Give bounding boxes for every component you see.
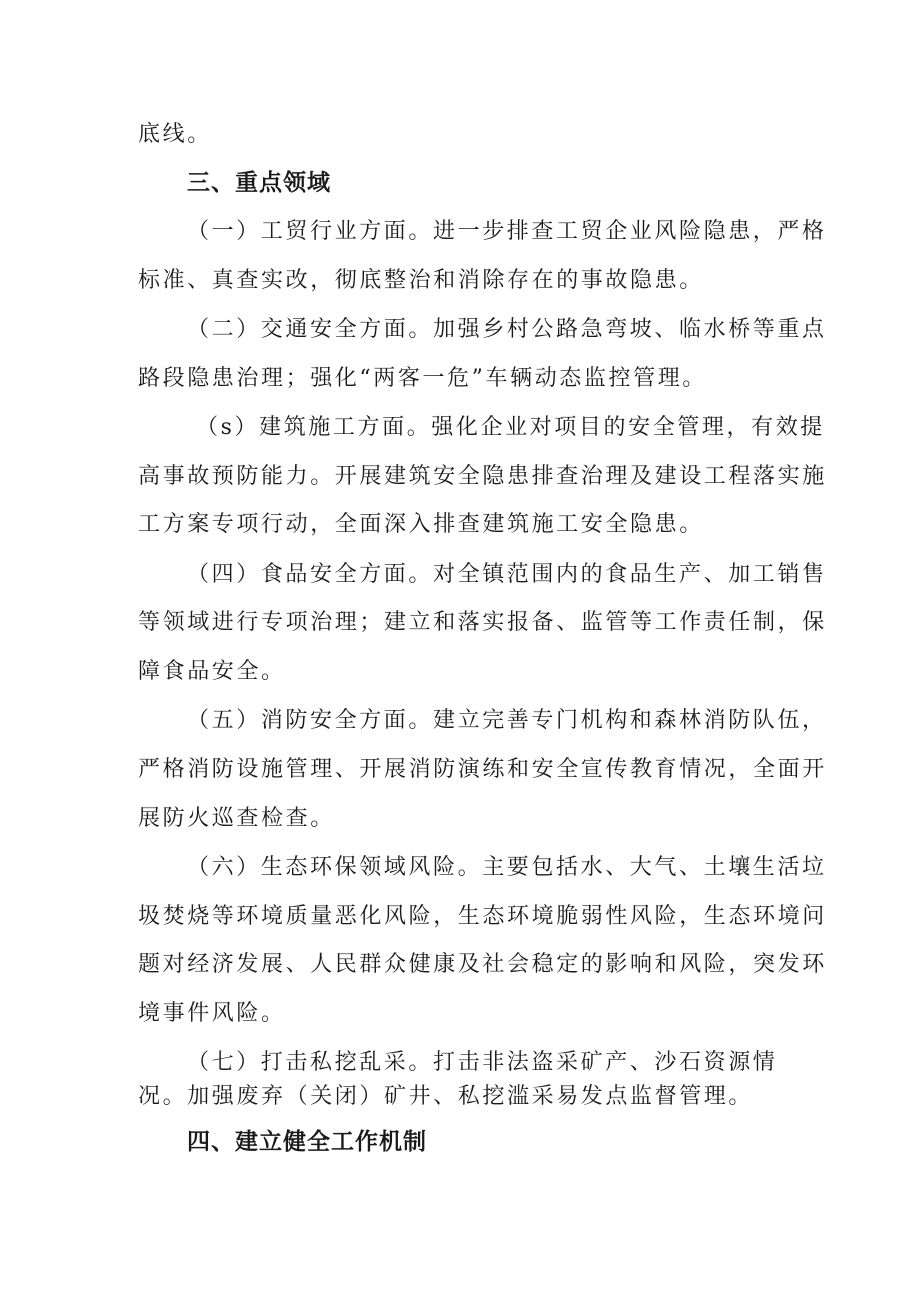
text-line: （一）工贸行业方面。进一步排查工贸企业风险隐患，严格 — [187, 219, 827, 244]
text-line: 严格消防设施管理、开展消防演练和安全宣传教育情况，全面开 — [138, 757, 827, 782]
text-line: 高事故预防能力。开展建筑安全隐患排查治理及建设工程落实施 — [138, 464, 827, 489]
text-line: （s）建筑施工方面。强化企业对项目的安全管理，有效提 — [196, 415, 825, 440]
text-line: （二）交通安全方面。加强乡村公路急弯坡、临水桥等重点 — [187, 317, 827, 342]
text-line: 题对经济发展、人民群众健康及社会稳定的影响和风险，突发环 — [138, 952, 827, 977]
section-heading: 三、重点领域 — [187, 170, 331, 196]
text-line: （五）消防安全方面。建立完善专门机构和森林消防队伍， — [187, 708, 827, 733]
text-line: （四）食品安全方面。对全镇范围内的食品生产、加工销售 — [187, 562, 827, 587]
text-line: 标准、真查实改，彻底整治和消除存在的事故隐患。 — [138, 268, 704, 293]
section-heading: 四、建立健全工作机制 — [187, 1129, 427, 1155]
text-line: 障食品安全。 — [138, 659, 286, 684]
text-line: （六）生态环保领域风险。主要包括水、大气、土壤生活垃 — [187, 855, 827, 880]
text-line: 等领域进行专项治理；建立和落实报备、监管等工作责任制，保 — [138, 610, 827, 635]
text-line: （七）打击私挖乱采。打击非法盗采矿产、沙石资源情 — [187, 1050, 778, 1075]
text-line: 展防火巡查检查。 — [138, 806, 335, 831]
text-line: 底线。 — [138, 122, 212, 147]
text-line: 路段隐患治理；强化“两客一危”车辆动态监控管理。 — [138, 366, 707, 391]
text-line: 境事件风险。 — [138, 1001, 286, 1026]
text-line: 工方案专项行动，全面深入排查建筑施工安全隐患。 — [138, 512, 704, 537]
text-line: 况。加强废弃（关闭）矿井、私挖滥采易发点监督管理。 — [138, 1084, 754, 1109]
text-line: 圾焚烧等环境质量恶化风险，生态环境脆弱性风险，生态环境问 — [138, 904, 827, 929]
